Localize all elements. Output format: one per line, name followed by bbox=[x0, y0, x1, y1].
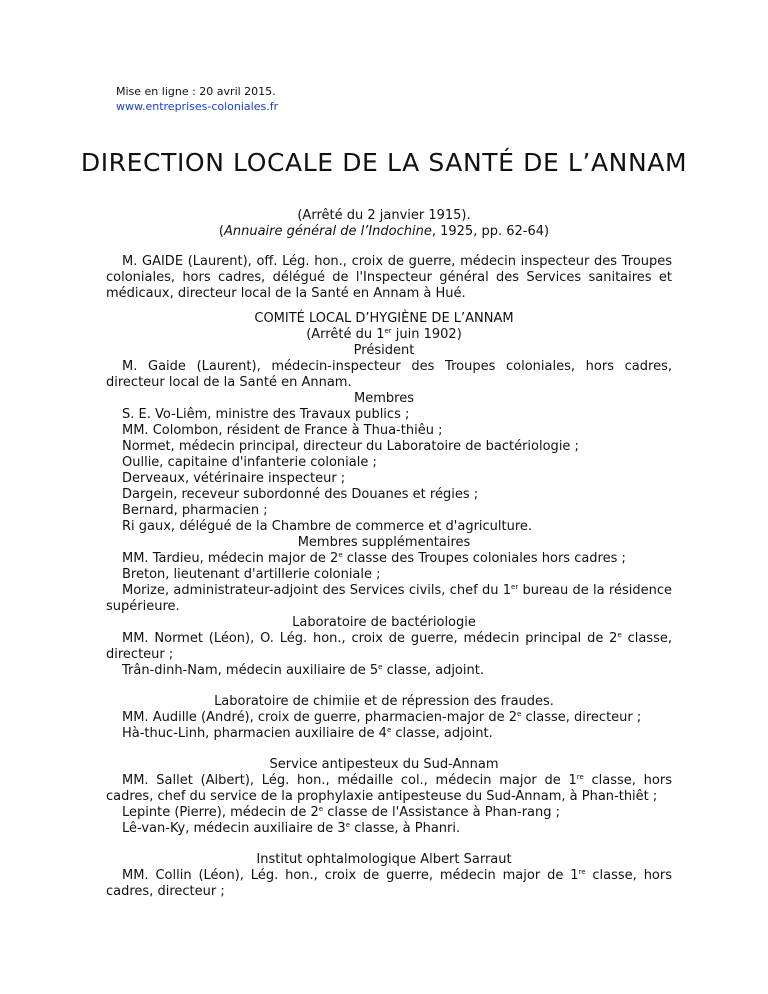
member-line: Ri gaux, délégué de la Chambre de commerce et d'agriculture. bbox=[122, 519, 533, 534]
decree-date: (Arrêté du 2 janvier 1915). bbox=[297, 208, 471, 223]
member-line: Bernard, pharmacien ; bbox=[122, 503, 268, 518]
committee-heading: COMITÉ LOCAL D’HYGIÈNE DE L’ANNAM bbox=[254, 311, 514, 326]
member-line: MM. Colombon, résident de France à Thua-thiêu ; bbox=[122, 423, 443, 438]
source-reference: (Annuaire général de l’Indochine, 1925, pp. 62-64) bbox=[218, 224, 550, 239]
member-line: Oullie, capitaine d'infanterie coloniale ; bbox=[122, 455, 377, 470]
antiplague-heading: Service antipesteux du Sud-Annam bbox=[269, 757, 499, 772]
ophthalmology-director: MM. Collin (Léon), Lég. hon., croix de guerre, médecin major de 1re classe, hors cadres, directeur ; bbox=[106, 868, 672, 899]
member-line: Derveaux, vétérinaire inspecteur ; bbox=[122, 471, 346, 486]
president-label: Président bbox=[353, 343, 415, 358]
chemistry-heading: Laboratoire de chimiie et de répression des fraudes. bbox=[214, 694, 554, 709]
member-line: Normet, médecin principal, directeur du Laboratoire de bactériologie ; bbox=[122, 439, 579, 454]
chemistry-director: MM. Audille (André), croix de guerre, pharmacien-major de 2e classe, directeur ; bbox=[122, 710, 642, 725]
bacteriology-heading: Laboratoire de bactériologie bbox=[292, 615, 476, 630]
source-title: Annuaire général de l’Indochine bbox=[223, 224, 432, 239]
president-paragraph: M. Gaide (Laurent), médecin-inspecteur des Troupes coloniales, hors cadres, directeur local de la Santé en Annam. bbox=[106, 359, 672, 390]
supplementary-member-line: Breton, lieutenant d'artillerie coloniale ; bbox=[122, 567, 381, 582]
antiplague-chief: MM. Sallet (Albert), Lég. hon., médaille col., médecin major de 1re classe, hors cadres, chef du service de la prophylaxie antipesteuse du Sud-Annam, à Phan-thiêt ; bbox=[106, 773, 672, 804]
antiplague-member: Lê-van-Ky, médecin auxiliaire de 3e classe, à Phanri. bbox=[122, 821, 461, 836]
site-link[interactable]: www.entreprises-coloniales.fr bbox=[116, 100, 279, 113]
bacteriology-director: MM. Normet (Léon), O. Lég. hon., croix de guerre, médecin principal de 2e classe, directeur ; bbox=[106, 631, 672, 662]
online-date: Mise en ligne : 20 avril 2015. bbox=[116, 85, 276, 98]
members-label: Membres bbox=[354, 391, 414, 406]
page-title: DIRECTION LOCALE DE LA SANTÉ DE L’ANNAM bbox=[80, 148, 688, 177]
chemistry-adjoint: Hà-thuc-Linh, pharmacien auxiliaire de 4e classe, adjoint. bbox=[122, 726, 493, 741]
supplementary-member-paragraph: Morize, administrateur-adjoint des Services civils, chef du 1er bureau de la résidence supérieure. bbox=[106, 583, 672, 614]
director-paragraph: M. GAIDE (Laurent), off. Lég. hon., croix de guerre, médecin inspecteur des Troupes coloniales, hors cadres, délégué de l'Inspecteur général des Services sanitaires et médicaux, directeur local de la Santé en Annam à Hué. bbox=[106, 254, 672, 301]
publication-info bbox=[116, 84, 278, 114]
bacteriology-adjoint: Trân-dinh-Nam, médecin auxiliaire de 5e classe, adjoint. bbox=[122, 663, 484, 678]
supplementary-member-line: MM. Tardieu, médecin major de 2e classe des Troupes coloniales hors cadres ; bbox=[122, 551, 626, 566]
antiplague-member: Lepinte (Pierre), médecin de 2e classe de l'Assistance à Phan-rang ; bbox=[122, 805, 561, 820]
member-line: S. E. Vo-Liêm, ministre des Travaux publics ; bbox=[122, 407, 410, 422]
ophthalmology-heading: Institut ophtalmologique Albert Sarraut bbox=[256, 852, 512, 867]
committee-decree: (Arrêté du 1er juin 1902) bbox=[306, 327, 462, 342]
supplementary-members-label: Membres supplémentaires bbox=[297, 535, 471, 550]
member-line: Dargein, receveur subordonné des Douanes et régies ; bbox=[122, 487, 479, 502]
